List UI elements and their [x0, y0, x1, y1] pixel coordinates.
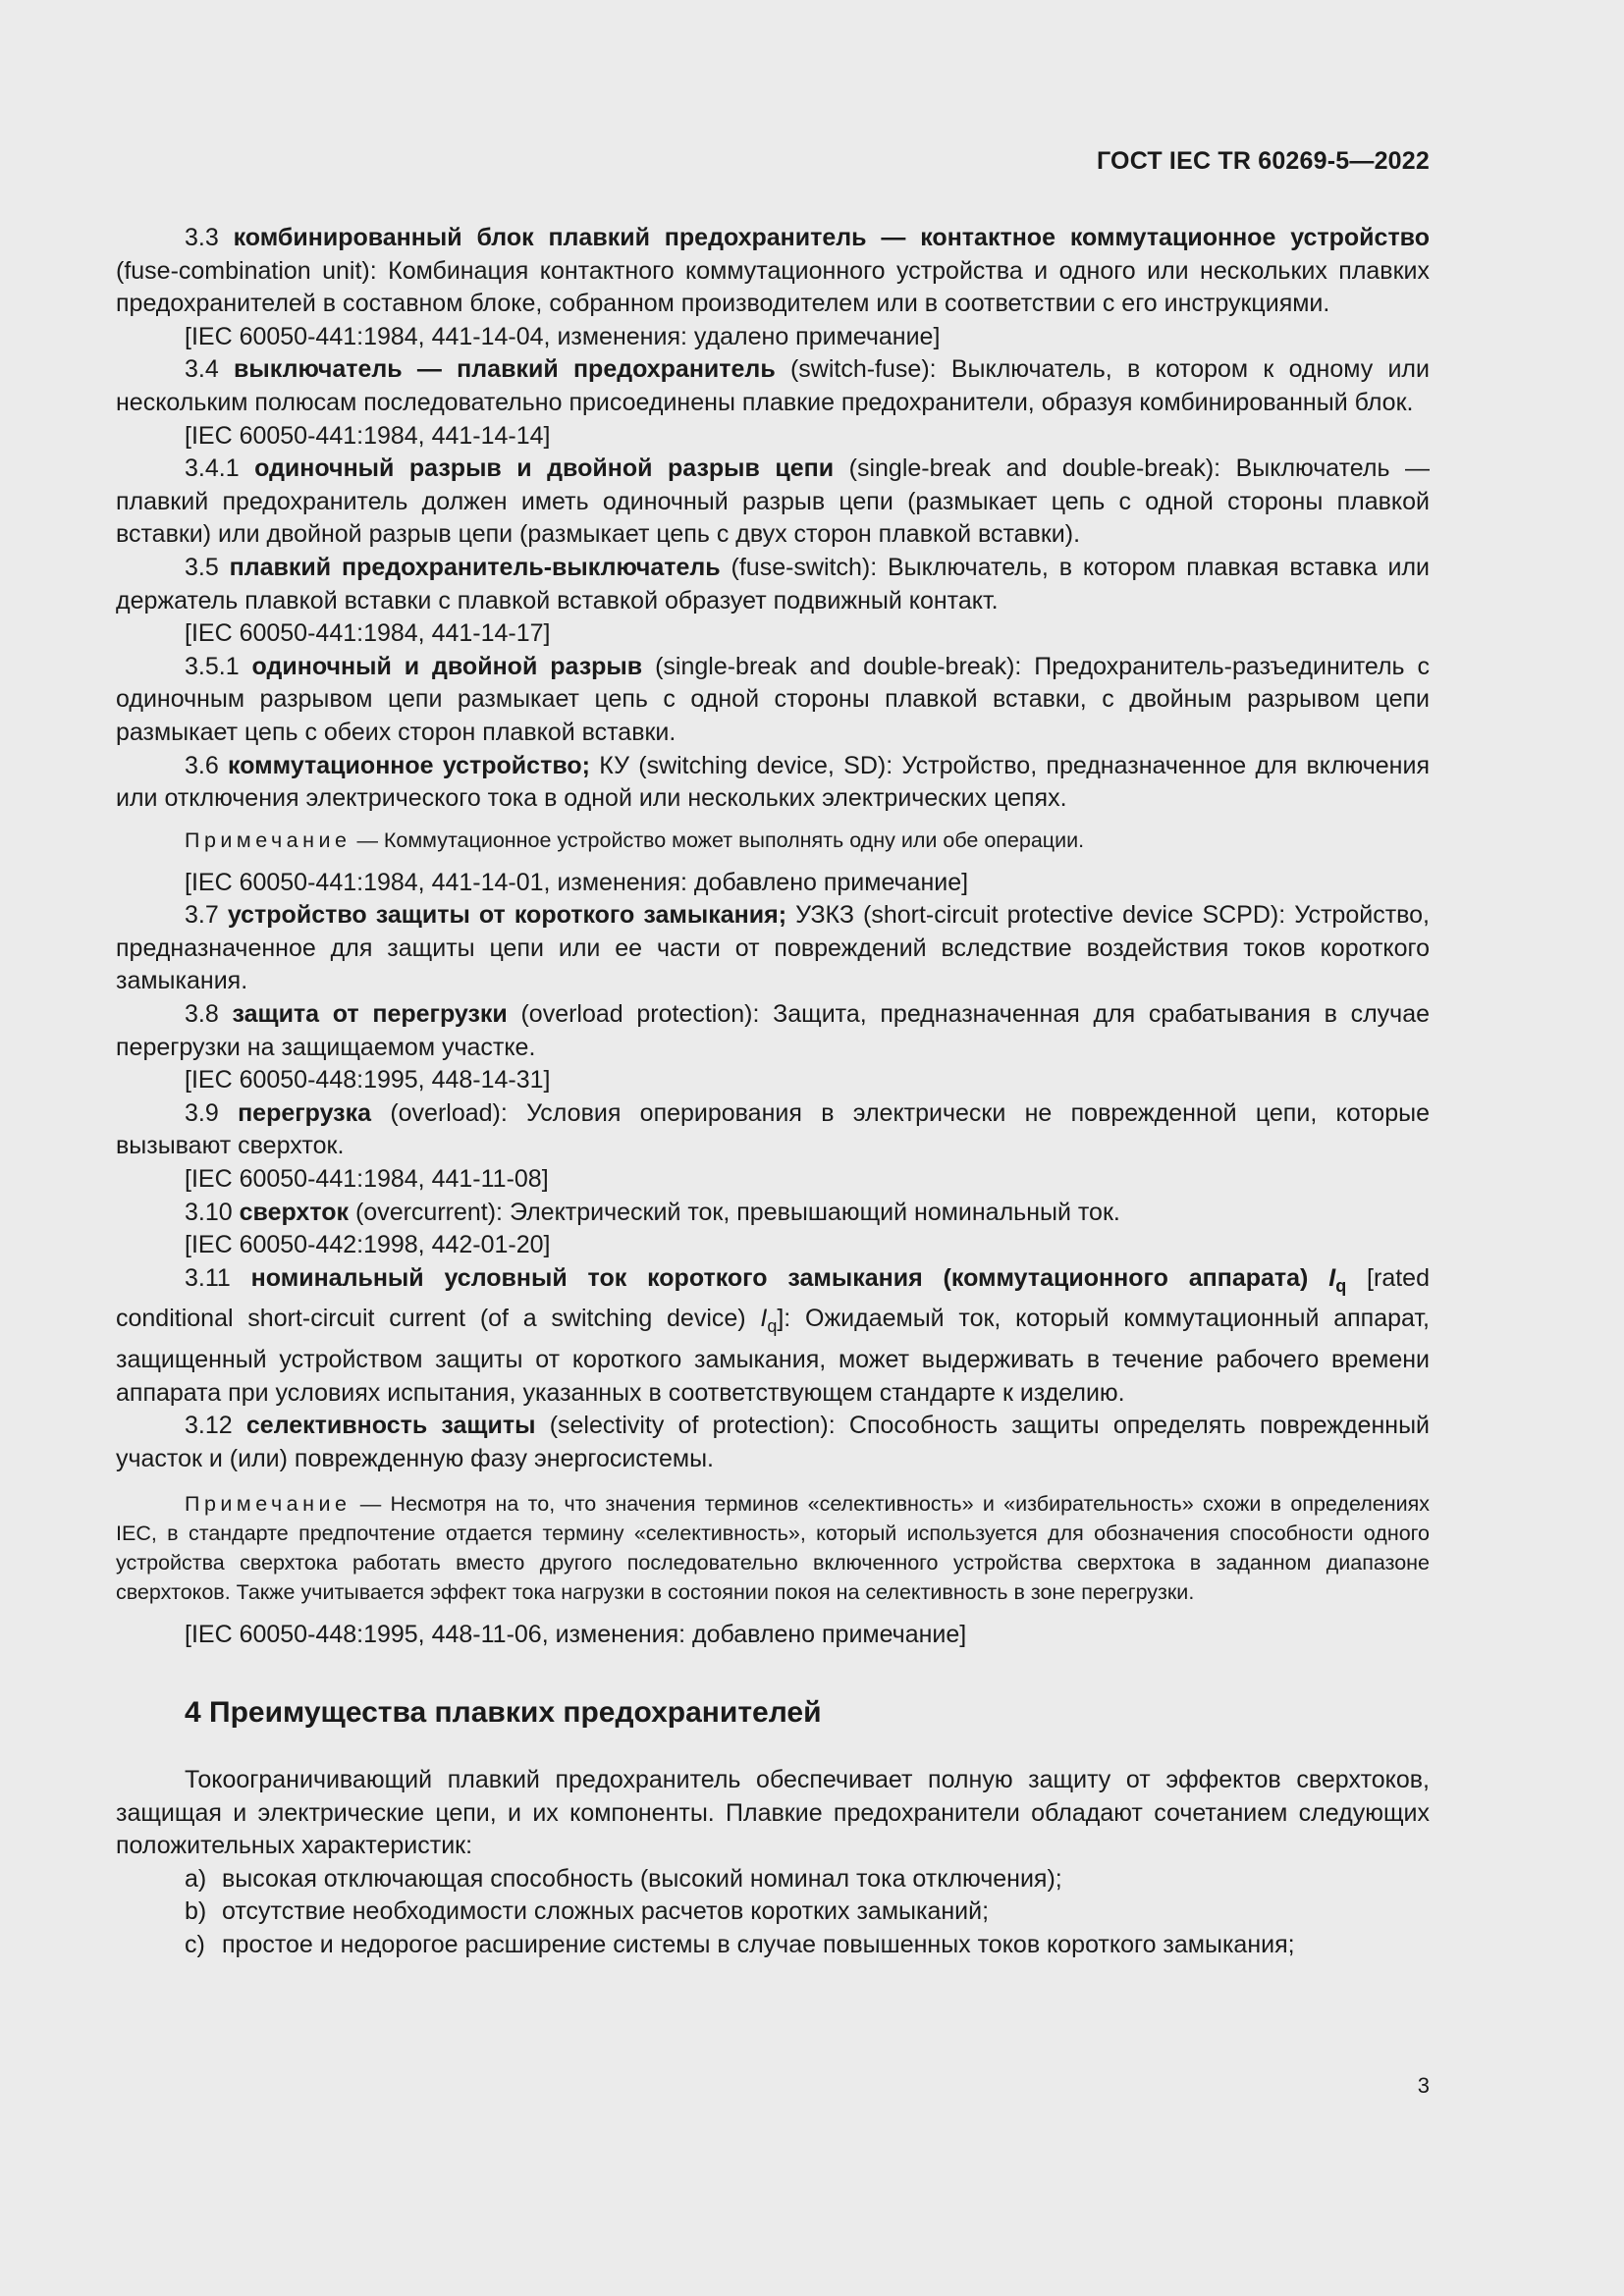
- section-heading: 4 Преимущества плавких предохранителей: [185, 1695, 822, 1729]
- page-number: 3: [1417, 2073, 1430, 2098]
- def-number: 3.10: [185, 1198, 233, 1226]
- def-number: 3.5.1: [185, 652, 240, 680]
- def-number: 3.7: [185, 901, 219, 930]
- def-text: (fuse-switch): Выключатель, в котором плавкая вставка или держатель плавкой вставки с плавкой вставкой образует подвижный контакт.: [116, 553, 1430, 614]
- def-term: выключатель — плавкий предохранитель: [234, 355, 776, 384]
- list-item: [116, 1863, 1430, 1896]
- definition-3-5-1: [116, 651, 1430, 750]
- def-text: ]: Ожидаемый ток, который коммутационный аппарат, защищенный устройством защиты от короткого замыкания, может выдерживать в течение рабочего времени аппарата при условиях испытания, указанных в соответствующем стандарте к изделию.: [116, 1305, 1430, 1407]
- symbol-letter: I: [1328, 1263, 1336, 1292]
- def-number: 3.4: [185, 355, 219, 384]
- def-number: 3.12: [185, 1412, 233, 1440]
- symbol-iq: [1328, 1263, 1347, 1296]
- note-label: Примечание: [185, 1492, 352, 1517]
- definition-3-3: [116, 222, 1430, 321]
- def-text: (single-break and double-break): Предохранитель-разъединитель с одиночным разрывом цепи размыкает цепь с одной стороны плавкой вставки, с двойным разрывом цепи размыкает цепь с обеих сторон плавкой вставки.: [116, 652, 1430, 746]
- list-item: [116, 1896, 1430, 1929]
- def-text: (overload): Условия оперирования в электрически не поврежденной цепи, которые вызывают сверхток.: [116, 1098, 1430, 1160]
- symbol-letter: I: [760, 1305, 768, 1333]
- def-text: [rated conditional short-circuit current (of a switching device): [116, 1263, 1430, 1333]
- document-code: ГОСТ IEC TR 60269-5—2022: [1097, 147, 1430, 175]
- def-term: защита от перегрузки: [232, 1000, 508, 1029]
- list-text: отсутствие необходимости сложных расчетов коротких замыканий;: [222, 1897, 990, 1926]
- def-text: (overcurrent): Электрический ток, превышающий номинальный ток.: [354, 1198, 1120, 1226]
- def-term: одиночный разрыв и двойной разрыв цепи: [254, 454, 835, 483]
- def-term: селективность защиты: [245, 1412, 536, 1440]
- def-term: сверхток: [239, 1198, 350, 1226]
- list-text: простое и недорогое расширение системы в случае повышенных токов короткого замыкания;: [222, 1930, 1295, 1958]
- definition-3-8: [116, 998, 1430, 1064]
- def-term: перегрузка: [238, 1098, 372, 1127]
- def-number: 3.8: [185, 1000, 219, 1029]
- definition-3-6: [116, 750, 1430, 816]
- source-ref: [IEC 60050-441:1984, 441-14-14]: [185, 421, 551, 450]
- def-number: 3.9: [185, 1098, 219, 1127]
- source-ref: [IEC 60050-441:1984, 441-14-17]: [185, 619, 551, 648]
- page-body: [116, 222, 1430, 1962]
- symbol-subscript: q: [767, 1316, 778, 1337]
- def-term: устройство защиты от короткого замыкания;: [227, 901, 787, 930]
- source-ref: [IEC 60050-448:1995, 448-14-31]: [185, 1066, 551, 1095]
- source-ref: [IEC 60050-441:1984, 441-14-04, изменения: удалено примечание]: [185, 322, 941, 350]
- section-intro: Токоограничивающий плавкий предохранитель обеспечивает полную защиту от эффектов сверхтоков, защищая и электрические цепи, и их компоненты. Плавкие предохранители обладают сочетанием следующих положительных характеристик:: [116, 1765, 1430, 1860]
- def-term: коммутационное устройство;: [228, 751, 590, 779]
- definition-3-12: [116, 1410, 1430, 1475]
- def-term: номинальный условный ток короткого замыкания (коммутационного аппарата): [250, 1263, 1309, 1292]
- def-number: 3.4.1: [185, 454, 240, 483]
- note-label: Примечание: [185, 828, 352, 852]
- def-number: 3.5: [185, 553, 219, 581]
- list-text: высокая отключающая способность (высокий номинал тока отключения);: [222, 1864, 1062, 1893]
- def-term: комбинированный блок плавкий предохранитель — контактное коммутационное устройство: [233, 224, 1430, 251]
- def-number: 3.3: [185, 224, 219, 251]
- def-text: (fuse-combination unit): Комбинация контактного коммутационного устройства и одного или нескольких плавких предохранителей в составном блоке, собранном производителем или в соответствии с его инструкциями.: [116, 256, 1430, 318]
- definition-3-10: [116, 1197, 1430, 1230]
- definition-3-9: [116, 1097, 1430, 1163]
- definition-3-4-1: [116, 453, 1430, 552]
- note-text: — Несмотря на то, что значения терминов «селективность» и «избирательность» схожи в определениях IEC, в стандарте предпочтение отдается термину «селективность», который используется для обозначения способности одного устройства сверхтока работать вместо другого последовательно включенного устройства сверхтока в заданном диапазоне сверхтоков. Также учитывается эффект тока нагрузки в состоянии покоя на селективность в зоне перегрузки.: [116, 1492, 1430, 1605]
- symbol-subscript: q: [1335, 1275, 1347, 1296]
- def-number: 3.11: [185, 1263, 231, 1292]
- definition-3-11: [116, 1262, 1430, 1410]
- list-marker: b): [185, 1897, 207, 1926]
- note-text: — Коммутационное устройство может выполнять одну или обе операции.: [356, 828, 1085, 852]
- note: [116, 826, 1430, 855]
- list-marker: c): [185, 1930, 205, 1958]
- def-text: УЗКЗ (short-circuit protective device SCPD): Устройство, предназначенное для защиты цепи или ее части от повреждений вследствие воздействия токов короткого замыкания.: [116, 901, 1430, 995]
- source-ref: [IEC 60050-442:1998, 442-01-20]: [185, 1231, 551, 1259]
- source-ref: [IEC 60050-441:1984, 441-11-08]: [185, 1165, 549, 1194]
- def-text: (selectivity of protection): Способность защиты определять поврежденный участок и (или) поврежденную фазу энергосистемы.: [116, 1412, 1430, 1472]
- source-ref: [IEC 60050-448:1995, 448-11-06, изменения: добавлено примечание]: [185, 1621, 967, 1649]
- definition-3-4: [116, 353, 1430, 419]
- def-term: плавкий предохранитель-выключатель: [229, 553, 721, 581]
- list-marker: a): [185, 1864, 207, 1893]
- source-ref: [IEC 60050-441:1984, 441-14-01, изменения: добавлено примечание]: [185, 868, 969, 896]
- def-text: КУ (switching device, SD): Устройство, предназначенное для включения или отключения электрического тока в одной или нескольких электрических цепях.: [116, 751, 1430, 813]
- def-number: 3.6: [185, 751, 219, 779]
- def-text: (single-break and double-break): Выключатель — плавкий предохранитель должен иметь одиночный разрыв цепи (размыкает цепь с одной стороны плавкой вставки) или двойной разрыв цепи (размыкает цепь с двух сторон плавкой вставки).: [116, 454, 1430, 549]
- def-term: одиночный и двойной разрыв: [251, 652, 643, 680]
- def-text: (switch-fuse): Выключатель, в котором к одному или нескольким полюсам последовательно присоединены плавкие предохранители, образуя комбинированный блок.: [116, 355, 1430, 416]
- definition-3-5: [116, 552, 1430, 617]
- note: [116, 1489, 1430, 1607]
- list-item: [116, 1929, 1430, 1962]
- definition-3-7: [116, 899, 1430, 998]
- def-text: (overload protection): Защита, предназначенная для срабатывания в случае перегрузки на защищаемом участке.: [116, 1000, 1431, 1061]
